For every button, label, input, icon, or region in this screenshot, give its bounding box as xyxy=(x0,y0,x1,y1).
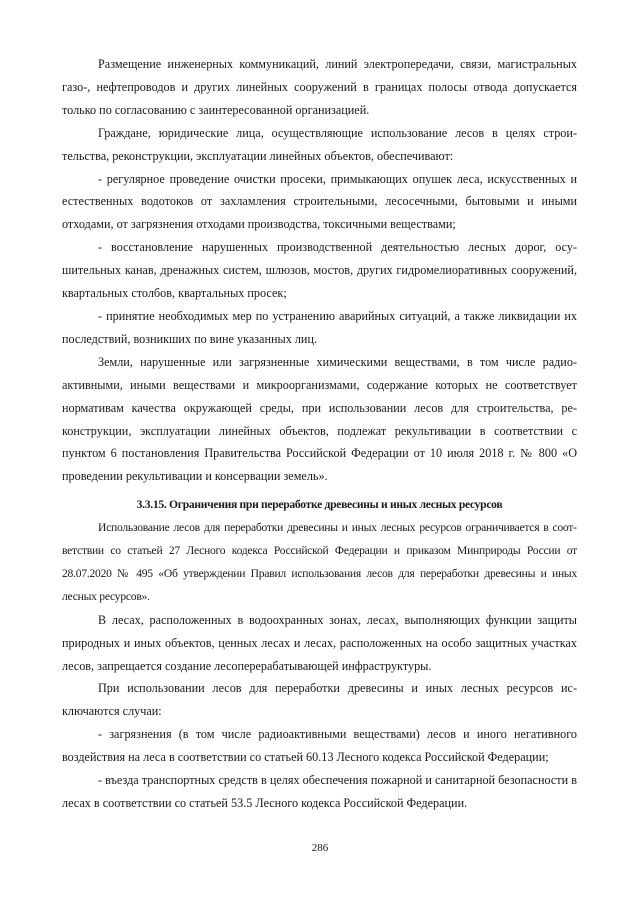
paragraph-obligations-intro: Граждане, юридические лица, осуществляющие использование лесов в целях строительства, реконструкции, эксплуатации линейных объектов, обеспечивают: xyxy=(62,125,577,163)
list-item-clearing: - регулярное проведение очистки просеки, примыкающих опушек леса, искусственных и естественных водотоков от захламления строительными, лесосечными, бытовыми и иными отходами, от загрязнения отходами производства, токсичными веществами; xyxy=(62,171,577,232)
document-page xyxy=(62,53,577,815)
paragraph-protected-forests: В лесах, расположенных в водоохранных зонах, лесах, выполняющих функции защиты природных и иных объектов, ценных лесах и лесах, расположенных на особо защитных участках лесов, запрещается создание лесоперерабатывающей инфраструктуры. xyxy=(62,612,577,673)
paragraph-excluded-cases-intro: При использовании лесов для переработки древесины и иных лесных ресурсов исключаются случаи: xyxy=(62,681,577,719)
paragraph-utilities-placement: Размещение инженерных коммуникаций, линий электропередачи, связи, магистральных газо-, нефтепроводов и других линейных сооружений в границах полосы отвода допускается только по согласованию с заинтересованной организацией. xyxy=(62,57,577,117)
list-item-pollution: - загрязнения (в том числе радиоактивными веществами) лесов и иного негативного воздействия на леса в соответствии со статьей 60.13 Лесного кодекса Российской Федерации; xyxy=(62,727,577,765)
paragraph-recultivation: Земли, нарушенные или загрязненные химическими веществами, в том числе радиоактивными, иными веществами и микроорганизмами, содержание которых не соответствует нормативам качества окружающей среды, при использовании лесов для строительства, реконструкции, эксплуатации линейных объектов, подлежат рекультивации в соответствии с пунктом 6 постановления Правительства Российской Федерации от 10 июля 2018 г. № 800 «О проведении рекультивации и консервации земель». xyxy=(62,354,577,484)
section-heading: 3.3.15. Ограничения при переработке древесины и иных лесных ресурсов xyxy=(136,498,503,512)
list-item-vehicle-entry: - въезда транспортных средств в целях обеспечения пожарной и санитарной безопасности в лесах в соответствии со статьей 53.5 Лесного кодекса Российской Федерации. xyxy=(62,773,577,810)
page-number: 286 xyxy=(311,842,329,854)
list-item-emergency: - принятие необходимых мер по устранению аварийных ситуаций, а также ликвидации их последствий, возникших по вине указанных лиц. xyxy=(62,308,577,346)
list-item-restoration: - восстановление нарушенных производственной деятельностью лесных дорог, осушительных канав, дренажных систем, шлюзов, мостов, других гидромелиоративных сооружений, квартальных столбов, квартальных просек; xyxy=(62,240,577,301)
paragraph-wood-processing-limits: Использование лесов для переработки древесины и иных лесных ресурсов ограничивается в соответствии со статьей 27 Лесного кодекса Российской Федерации и приказом Минприроды России от 28.07.2020 № 495 «Об утверждении Правил использования лесов для переработки древесины и иных лесных ресурсов». xyxy=(62,521,577,603)
